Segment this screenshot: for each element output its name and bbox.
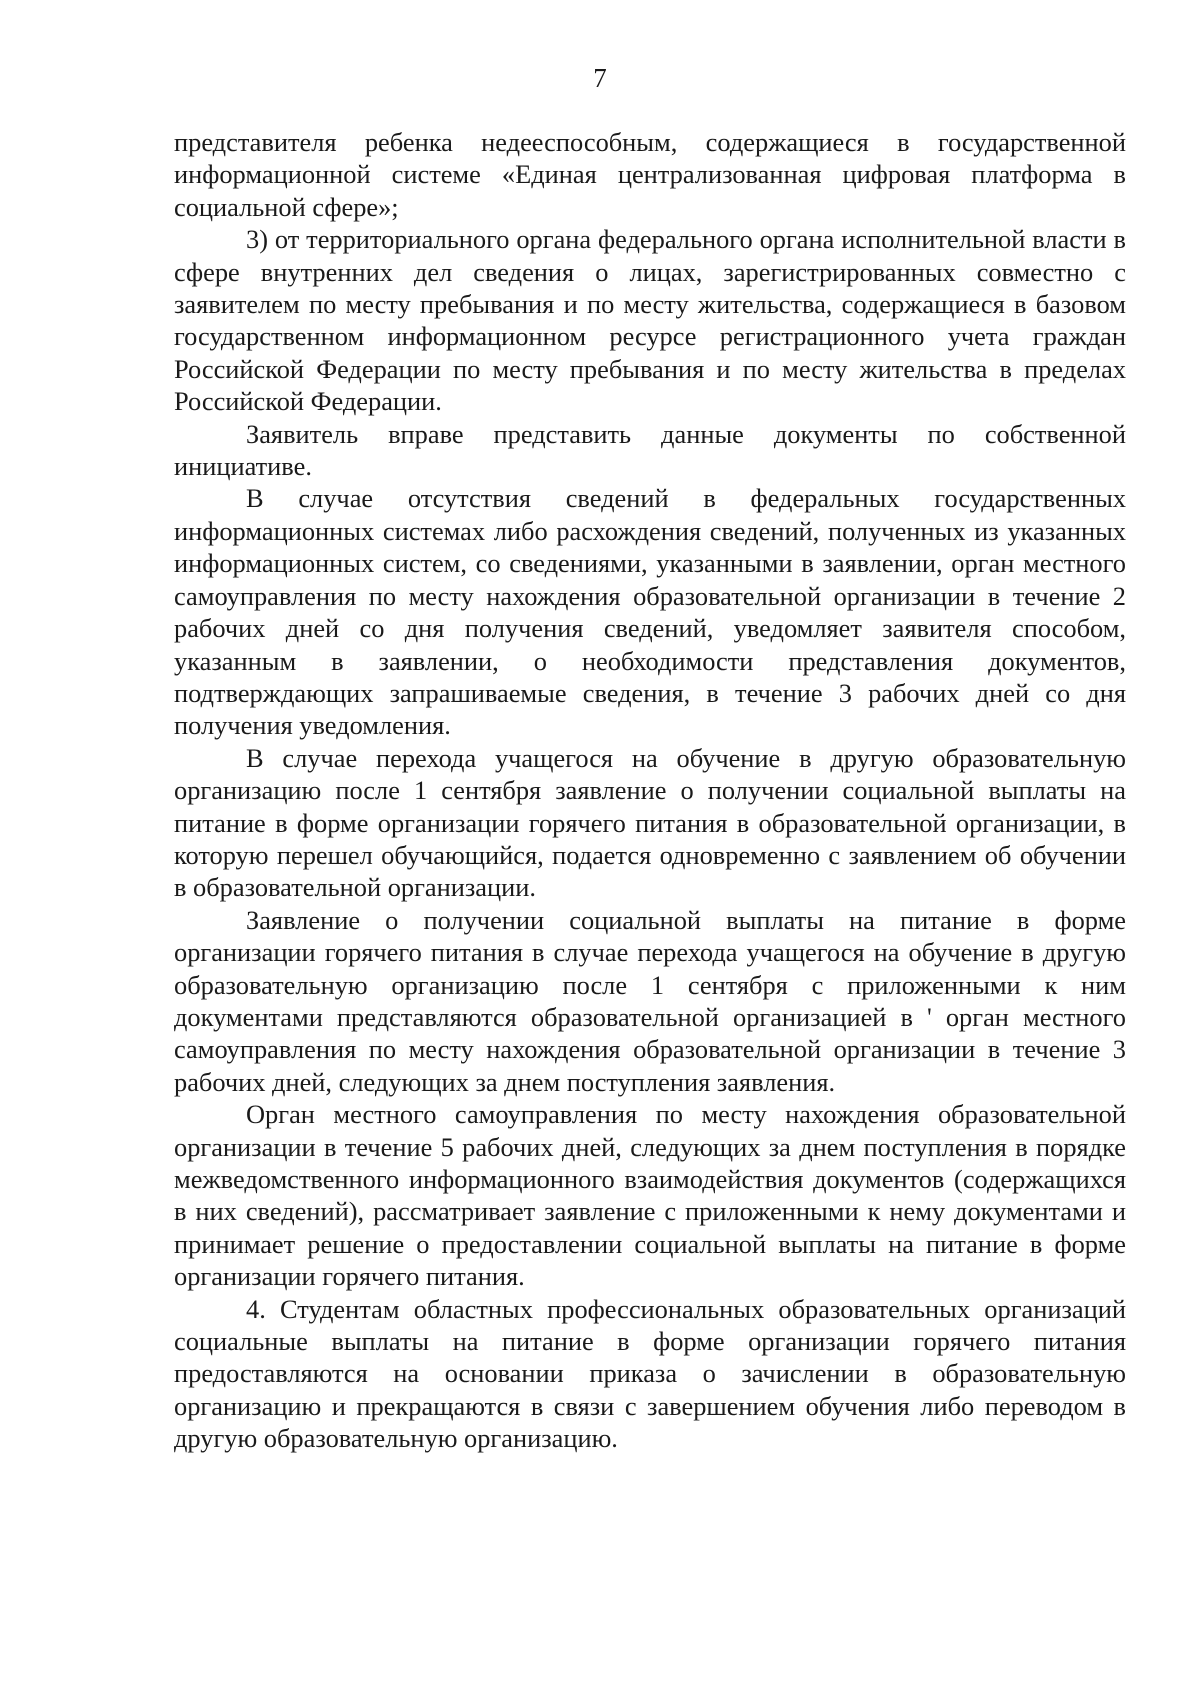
page-number: 7 <box>593 63 607 93</box>
paragraph-applicant-right: Заявитель вправе представить данные документы по собственной инициативе. <box>174 418 1126 482</box>
paragraph-continuation: представителя ребенка недееспособным, содержащиеся в государственной информационной системе «Единая централизованная цифровая платформа в социальной сфере»; <box>174 127 1126 222</box>
paragraph-item-4: 4. Студентам областных профессиональных образовательных организаций социальные выплаты на питание в форме организации горячего питания предоставляются на основании приказа о зачислении в образовательную организацию и прекращаются в связи с завершением обучения либо переводом в другую образовательную организацию. <box>174 1293 1126 1454</box>
paragraph-decision: Орган местного самоуправления по месту нахождения образовательной организации в течение 5 рабочих дней, следующих за днем поступления в порядке межведомственного информационного взаимодействия документов (содержащихся в них сведений), рассматривает заявление с приложенными к нему документами и принимает решение о предоставлении социальной выплаты на питание в форме организации горячего питания. <box>174 1099 1126 1292</box>
document-body <box>174 126 1126 1455</box>
paragraph-item-3: 3) от территориального органа федерального органа исполнительной власти в сфере внутренних дел сведения о лицах, зарегистрированных совместно с заявителем по месту пребывания и по месту жительства, содержащиеся в базовом государственном информационном ресурсе регистрационного учета граждан Российской Федерации по месту пребывания и по месту жительства в пределах Российской Федерации. <box>174 224 1126 417</box>
paragraph-transfer-application: В случае перехода учащегося на обучение в другую образовательную организацию после 1 сентября заявление о получении социальной выплаты на питание в форме организации горячего питания в образовательной организации, в которую перешел обучающийся, подается одновременно с заявлением об обучении в образовательной организации. <box>174 742 1126 903</box>
paragraph-missing-info: В случае отсутствия сведений в федеральных государственных информационных системах либо расхождения сведений, полученных из указанных информационных систем, со сведениями, указанными в заявлении, орган местного самоуправления по месту нахождения образовательной организации в течение 2 рабочих дней со дня получения сведений, уведомляет заявителя способом, указанным в заявлении, о необходимости представления документов, подтверждающих запрашиваемые сведения, в течение 3 рабочих дней со дня получения уведомления. <box>174 483 1126 741</box>
paragraph-application-submission: Заявление о получении социальной выплаты на питание в форме организации горячего питания в случае перехода учащегося на обучение в другую образовательную организацию после 1 сентября с приложенными к ним документами представляются образовательной организацией в ' орган местного самоуправления по месту нахождения образовательной организации в течение 3 рабочих дней, следующих за днем поступления заявления. <box>174 904 1126 1097</box>
